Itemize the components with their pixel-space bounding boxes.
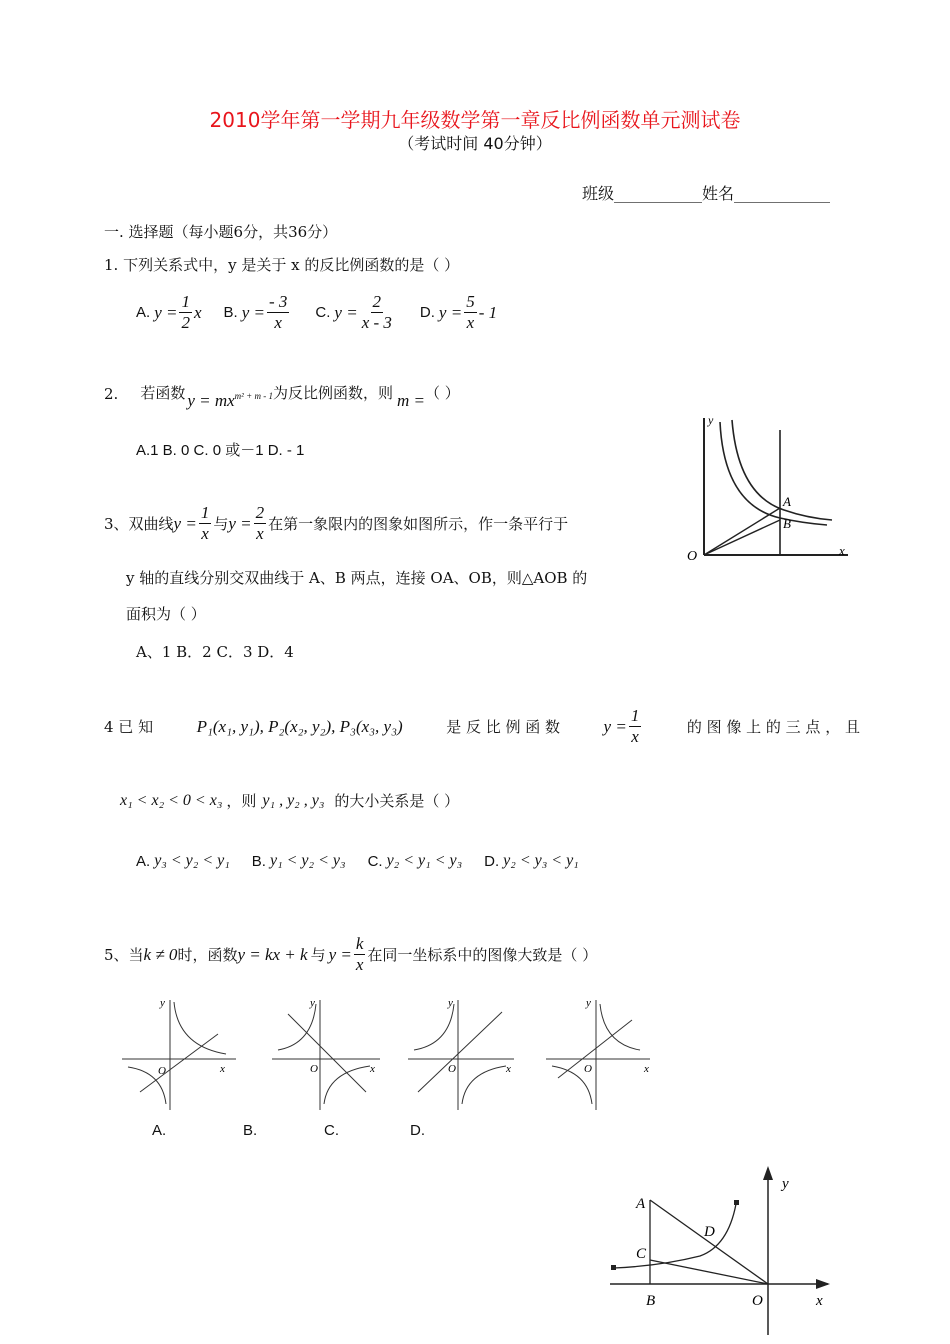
fig6-label-c: C — [636, 1246, 647, 1262]
q5-label-d: D. — [410, 1122, 425, 1139]
q3-f2-num: 2 — [255, 503, 265, 522]
q5-graph-b — [272, 997, 380, 1110]
q3-label-y: y — [708, 413, 714, 427]
page-title: 2010学年第一学期九年级数学第一章反比例函数单元测试卷 — [209, 108, 741, 132]
q3-label-a: A — [783, 494, 791, 509]
q4-c-label: C. — [367, 852, 383, 870]
q3-label-o: O — [687, 549, 698, 564]
q3-label-x: x — [839, 543, 845, 558]
q5-graph-a — [122, 997, 236, 1110]
q4-stem-line1 — [104, 706, 860, 747]
q2-number: 2. — [104, 385, 119, 403]
fig6-x-arrow — [816, 1279, 830, 1289]
q4-inequality: x₁ < x₂ < 0 < x₃ — [120, 791, 223, 809]
q2-var: m = — [396, 391, 425, 410]
svg-text:x: x — [506, 1063, 511, 1075]
q5-text-mid: 时，函数 — [177, 946, 238, 964]
q3-f1-pre: y = — [173, 513, 197, 533]
q1-a-label: A. — [136, 304, 151, 321]
q3-f1-den: x — [201, 524, 209, 543]
q1-c-label: C. — [315, 304, 331, 321]
q1-b-den: x — [274, 313, 282, 332]
q2-paren: （ ） — [424, 384, 460, 402]
fig6-label-a: A — [636, 1196, 646, 1212]
q3-f2-den: x — [256, 524, 264, 543]
q3-text-post: 在第一象限内的图象如图所示，作一条平行于 — [268, 515, 569, 533]
q5-stem — [104, 934, 597, 975]
q5-label-c: C. — [324, 1122, 339, 1139]
fig6-label-x: x — [816, 1293, 823, 1309]
section-heading: 一. 选择题（每小题6分，共36分） — [104, 223, 338, 241]
q4-text-pre: 4 已 知 — [104, 718, 154, 736]
q3-stem-line1 — [104, 503, 568, 544]
svg-text:x: x — [220, 1063, 225, 1075]
q3-f2-pre: y = — [228, 513, 252, 533]
q1-b-label: B. — [223, 304, 238, 321]
q5-f2-den: x — [355, 955, 364, 974]
q2-formula: y = mx — [187, 391, 235, 410]
q1-a-frac — [179, 292, 192, 333]
q1-a-pre: y = — [154, 302, 178, 322]
q5-f2-pre: y = — [328, 944, 352, 964]
q4-b-label: B. — [251, 852, 266, 870]
svg-text:y: y — [448, 997, 453, 1009]
q1-a-post: x — [193, 302, 202, 322]
q5-label-b: B. — [243, 1122, 258, 1139]
q4-a-label: A. — [136, 852, 151, 870]
q3-stem-line3: 面积为（ ） — [126, 605, 206, 623]
q5-mid2: 与 — [310, 946, 326, 964]
q5-text-pre: 5、当 — [104, 946, 144, 964]
exam-duration: （考试时间 40分钟） — [398, 134, 552, 153]
q4-a-expr: y₃ < y₂ < y₁ — [154, 852, 230, 869]
q1-d-num: 5 — [466, 292, 475, 311]
q4-f-num: 1 — [630, 706, 640, 725]
q1-c-num: 2 — [372, 292, 382, 311]
fig6-label-y: y — [782, 1176, 789, 1192]
q5-f1: y = kx + k — [237, 944, 308, 964]
q1-d-label: D. — [419, 304, 435, 321]
q4-text-post2: 的大小关系是（ ） — [334, 792, 460, 810]
svg-text:O: O — [310, 1063, 318, 1075]
q4-f-pre: y = — [603, 716, 627, 736]
fig6-curve — [614, 1204, 736, 1268]
fig6-curve-end-right — [734, 1200, 739, 1205]
fig6-label-d: D — [704, 1224, 715, 1240]
q5-cond: k ≠ 0 — [143, 944, 178, 964]
q3-segment-ob — [704, 520, 780, 555]
svg-text:y: y — [586, 997, 591, 1009]
q1-a-den: 2 — [181, 313, 190, 332]
q4-stem-line2 — [120, 790, 459, 811]
q4-b-expr: y₁ < y₂ < y₃ — [269, 852, 346, 869]
q1-options — [136, 292, 497, 333]
svg-text:x: x — [370, 1063, 375, 1075]
q3-f2-frac — [254, 503, 267, 544]
q2-stem — [104, 382, 460, 410]
q1-b-num: - 3 — [268, 292, 288, 311]
fig6-label-b: B — [646, 1293, 656, 1309]
q1-d-post: - 1 — [478, 302, 498, 322]
svg-text:x: x — [644, 1063, 649, 1075]
q4-text-then: ，则 — [226, 792, 257, 810]
q5-graphs — [118, 992, 663, 1114]
q5-f2-num: k — [355, 934, 364, 953]
q1-d-pre: y = — [438, 302, 463, 322]
q4-text-mid: 是 反 比 例 函 数 — [446, 718, 561, 736]
q3-mid: 与 — [213, 515, 229, 533]
q1-b-pre: y = — [241, 302, 265, 322]
q5-text-post: 在同一坐标系中的图像大致是（ ） — [367, 946, 598, 964]
q4-f-frac — [629, 706, 642, 747]
fig6 — [600, 1160, 840, 1340]
q3-text-pre: 3、双曲线 — [104, 515, 174, 533]
q3-label-b: B — [783, 516, 791, 531]
fig6-y-arrow — [763, 1166, 773, 1180]
q5-graph-c — [408, 997, 514, 1110]
q1-d-den: x — [466, 313, 475, 332]
q4-f-den: x — [631, 727, 639, 746]
q4-points: P₁(x₁, y₁), P₂(x₂, y₂), P₃(x₃, y₃) — [196, 716, 403, 736]
q3-f1-frac — [199, 503, 212, 544]
fig6-curve-end-left — [611, 1265, 616, 1270]
svg-text:y: y — [310, 997, 315, 1009]
q3-curve-inner — [720, 422, 827, 525]
q4-d-expr: y₂ < y₃ < y₁ — [503, 852, 579, 869]
svg-text:O: O — [158, 1065, 166, 1077]
q3-curve-outer — [732, 420, 832, 520]
q2-exponent: m² + m - 1 — [234, 391, 273, 401]
q1-stem: 1. 下列关系式中，y 是关于 x 的反比例函数的是（ ） — [104, 256, 460, 274]
svg-text:y: y — [160, 997, 165, 1009]
svg-text:O: O — [448, 1063, 456, 1075]
q1-d-frac — [464, 292, 477, 333]
q3-stem-line2: y 轴的直线分别交双曲线于 A、B 两点，连接 OA、OB，则△AOB 的 — [126, 569, 588, 587]
fig6-label-o: O — [752, 1293, 763, 1309]
q5-graph-d — [546, 997, 650, 1110]
q3-options: A、1 B．2 C．3 D．4 — [136, 643, 294, 661]
q1-c-den: x - 3 — [361, 313, 392, 332]
q3-segment-oa — [704, 508, 780, 555]
class-name-field: 班级___________姓名____________ — [582, 184, 831, 203]
svg-text:O: O — [584, 1063, 592, 1075]
q5-f2-frac — [354, 934, 366, 975]
q4-c-expr: y₂ < y₁ < y₃ — [386, 852, 463, 869]
q1-c-frac — [360, 292, 394, 333]
q5-label-a: A. — [152, 1122, 167, 1139]
q4-ys: y₁ , y₂ , y₃ — [262, 791, 325, 809]
q2-options: A.1 B. 0 C. 0 或－1 D. - 1 — [136, 442, 305, 459]
q4-text-post: 的 图 像 上 的 三 点 ， 且 — [686, 718, 860, 736]
q4-function — [604, 706, 644, 747]
q3-f1-num: 1 — [200, 503, 210, 522]
q1-b-frac — [267, 292, 289, 333]
q4-d-label: D. — [484, 852, 500, 870]
q2-text-mid: 为反比例函数，则 — [272, 384, 393, 402]
q4-options — [136, 852, 579, 870]
q3-figure — [672, 410, 852, 570]
q1-a-num: 1 — [181, 292, 190, 311]
q2-text-pre: 若函数 — [140, 384, 186, 402]
q1-c-pre: y = — [334, 302, 358, 322]
